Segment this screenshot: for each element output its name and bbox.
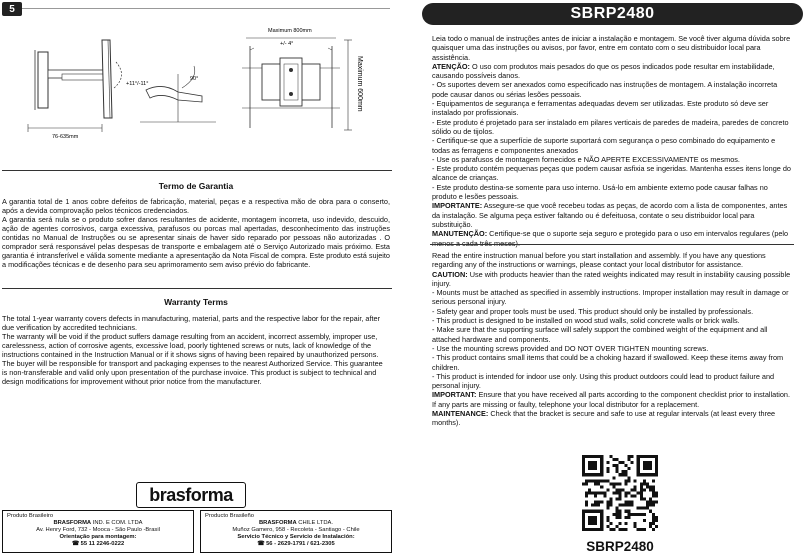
- brazil-company-suffix: IND. E COM. LTDA: [91, 520, 143, 526]
- brazil-company-name: BRASFORMA: [53, 520, 92, 526]
- en-instruction-keyword: CAUTION:: [432, 269, 468, 279]
- brazil-label: Produto Brasileiro: [7, 513, 54, 519]
- en-instruction-keyword: MAINTENANCE:: [432, 409, 489, 419]
- divider: [2, 170, 392, 171]
- chile-phone: ☎ 56 - 2629-1791 / 621-2305: [257, 541, 335, 547]
- max-width-label: Maximum 800mm: [268, 28, 312, 34]
- chile-company-suffix: CHILE LTDA.: [296, 520, 333, 526]
- pt-instruction-text: - Os suportes devem ser anexados como especificado nas instruções de montagem. A instalação incorreta pode causar danos ou sérias lesões pessoais.: [432, 80, 778, 99]
- brasforma-logo: brasforma: [136, 482, 246, 508]
- tilt-label: +/- 4°: [280, 41, 294, 47]
- qr-code: [582, 455, 658, 531]
- pt-instruction-text: - Este produto é projetado para ser instalado em pilares verticais de paredes de madeira, paredes de concreto sólido ou de tijolos.: [432, 117, 789, 136]
- en-instruction-item: [432, 307, 794, 316]
- termo-title: Termo de Garantia: [158, 181, 234, 191]
- termo-paragraph-1: A garantia total de 1 anos cobre defeitos de fabricação, material, peças e a respectiva mão de obra para o conserto, após a devida comprovação pelos técnicos credenciados.: [2, 197, 390, 216]
- en-instruction-item: [432, 409, 794, 428]
- divider: [430, 244, 794, 245]
- chile-service: Servicio Técnico y Servicio de Instalación:: [237, 534, 355, 540]
- brazil-address: Av. Henry Ford, 732 - Mooca - São Paulo -Brasil: [36, 527, 160, 533]
- en-instruction-text: Check that the bracket is secure and safe to use at regular intervals (at least every three months).: [432, 409, 776, 428]
- warranty-paragraph-1: The total 1-year warranty covers defects in manufacturing, material, parts and the respective labor for the repair, after due verification by accredited technicians.: [2, 314, 380, 333]
- divider: [2, 288, 392, 289]
- en-instruction-item: [432, 270, 794, 289]
- pt-instruction-text: - Use os parafusos de montagem fornecidos e NÃO APERTE EXCESSIVAMENTE os mesmos.: [432, 154, 740, 164]
- en-instruction-text: Read the entire instruction manual before you start installation and assembly. If you have any questions regarding any of the instructions or warnings, please contact your local distributor for assistance.: [432, 251, 766, 270]
- brazil-phone: ☎ 55 11 2246-0222: [71, 541, 125, 547]
- pt-instruction-item: [432, 229, 794, 248]
- pt-instruction-item: [432, 164, 794, 183]
- instructions-pt: [432, 34, 794, 248]
- brazil-service: Orientação para montagem:: [59, 534, 137, 540]
- chile-contact-box: [200, 510, 392, 553]
- pt-instruction-text: - Equipamentos de segurança e ferramentas adequadas devem ser utilizadas. Este produto só deve ser instalado por profissionais.: [432, 99, 769, 118]
- pt-instruction-item: [432, 99, 794, 118]
- en-instruction-text: - Use the mounting screws provided and DO NOT OVER TIGHTEN mounting screws.: [432, 343, 709, 353]
- pt-instruction-text: Leia todo o manual de instruções antes de iniciar a instalação e montagem. Se você tiver alguma dúvida sobre quaisquer uma das instruções ou avisos, por favor, entre em contato com o seu distribuidor local para assistência.: [432, 34, 791, 62]
- max-height-label: Maximum 600mm: [356, 56, 363, 112]
- pt-instruction-text: Assegure-se que você recebeu todas as peças, de acordo com a lista de componentes, antes da instalação. Se alguma peça estiver faltando ou é defeituosa, contate o seu distribuidor local para substituição.: [432, 201, 788, 229]
- brazil-contact-box: [2, 510, 194, 553]
- rotation-label: 90°: [190, 76, 199, 82]
- pt-instruction-item: [432, 118, 794, 137]
- en-instruction-text: Ensure that you have received all parts according to the component checklist prior to installation. If any parts are missing or faulty, telephone your local distributor for a replacement.: [432, 390, 790, 409]
- en-instruction-text: - This product contains small items that could be a choking hazard if swallowed. Keep these items away from children.: [432, 353, 784, 372]
- pt-instruction-item: [432, 34, 794, 62]
- en-instruction-keyword: IMPORTANT:: [432, 390, 477, 400]
- pt-instruction-text: - Este produto contém pequenas peças que podem causar asfixia se ingeridas. Mantenha esses itens longe do alcance de crianças.: [432, 164, 791, 183]
- pt-instruction-keyword: MANUTENÇÃO:: [432, 229, 488, 239]
- pt-instruction-text: Certifique-se que o suporte seja seguro e protegido para o uso em intervalos regulares (pelo: [489, 229, 789, 239]
- chile-label: Producto Brasileño: [205, 513, 254, 519]
- en-instruction-text: - Safety gear and proper tools must be used. This product should only be installed by professionals.: [432, 306, 754, 316]
- mount-diagram: [2, 18, 392, 160]
- pt-instruction-item: [432, 183, 794, 202]
- en-instruction-text: - Mounts must be attached as specified in assembly instructions. Improper installation may result in damage or serious personal injury.: [432, 288, 789, 307]
- en-instruction-text: Use with products heavier than the rated weights indicated may result in instability causing possible injury.: [432, 269, 791, 288]
- en-instruction-text: - This product is designed to be installed on wood stud walls, solid concrete walls or brick walls.: [432, 316, 740, 326]
- pt-instruction-item: [432, 62, 794, 81]
- model-title-bar: SBRP2480: [422, 3, 803, 25]
- pt-instruction-keyword: IMPORTANTE:: [432, 201, 483, 211]
- en-instruction-text: - Make sure that the supporting surface will safely support the combined weight of the equipment and all attached hardware and components.: [432, 325, 768, 344]
- en-instruction-item: [432, 288, 794, 307]
- warranty-paragraph-2: The warranty will be void if the product suffers damage resulting from an accident, incorrect assembly, improper use, carelessness, action of corrosive agents, excessive load, poorly tightened screws or nuts, lack of knowledge of the instructions contained in the Instruction Manual or if it shows signs of having been repaired by unauthorized persons. The buyer will be responsible for transport and packaging expenses to the nearest Authorized Service. This guarantee is non-transferable and valid only upon presentation of the purchase invoice. This product is subject to technical and design modifications for improvement without prior notice from the manufacturer.: [2, 332, 383, 387]
- en-instruction-item: [432, 344, 794, 353]
- termo-paragraph-2: A garantia será nula se o produto sofrer danos resultantes de acidente, montagem incorreta, uso indevido, descuido, ação de agentes corrosivos, carga excessiva, parafusos ou porcas mal apertadas, desconhecimento das instruções contidas no Manual de Instruções ou se apresentar sinais de haver sido reparado por pessoas não autorizadas . O comprador será responsável pelas despesas de transporte e embalagem até o Serviço Autorizado mais próximo. Esta garantia é intransferível e válida somente mediante a apresentação da Nota Fiscal de compra. Este produto está sujeito a modificações técnicas e de desenho para seu aprimoramento sem aviso prévio do fabricante.: [2, 215, 390, 270]
- bottom-model-code: SBRP2480: [586, 539, 654, 554]
- extension-label: 76-635mm: [52, 134, 79, 140]
- en-instruction-item: [432, 316, 794, 325]
- chile-address: Muñoz Gamero, 958 - Recoleta - Santiago - Chile: [232, 527, 360, 533]
- header-rule: [22, 8, 390, 9]
- en-instruction-text: - This product is intended for indoor use only. Using this product outdoors could lead to product failure and personal injury.: [432, 371, 775, 391]
- pt-instruction-item: [432, 80, 794, 99]
- pt-instruction-text: - Certifique-se que a superfície de suporte suportará com segurança o peso combinado do equipamento e todas as ferragens e componentes anexados: [432, 136, 776, 155]
- pt-instruction-text: O uso com produtos mais pesados do que os pesos indicados pode resultar em instabilidade, causando possíveis danos.: [432, 61, 775, 81]
- pt-instruction-item: [432, 201, 794, 229]
- en-instruction-item: [432, 372, 794, 391]
- chile-company-name: BRASFORMA: [259, 520, 297, 526]
- pt-instruction-item: [432, 136, 794, 155]
- en-instruction-item: [432, 325, 794, 344]
- pt-instruction-item: [432, 155, 794, 164]
- tilt-range-label: +11°/-11°: [126, 81, 149, 87]
- en-instruction-item: [432, 353, 794, 372]
- en-instruction-item: [432, 251, 794, 270]
- pt-instruction-keyword: ATENÇÃO:: [432, 61, 470, 71]
- en-instruction-item: [432, 390, 794, 409]
- pt-instruction-text: - Este produto destina-se somente para uso interno. Usá-lo em ambiente externo pode causar falhas no produto e lesões pessoais.: [432, 182, 768, 202]
- instructions-en: [432, 251, 794, 428]
- warranty-title: Warranty Terms: [164, 297, 228, 307]
- page-number: 5: [2, 2, 22, 16]
